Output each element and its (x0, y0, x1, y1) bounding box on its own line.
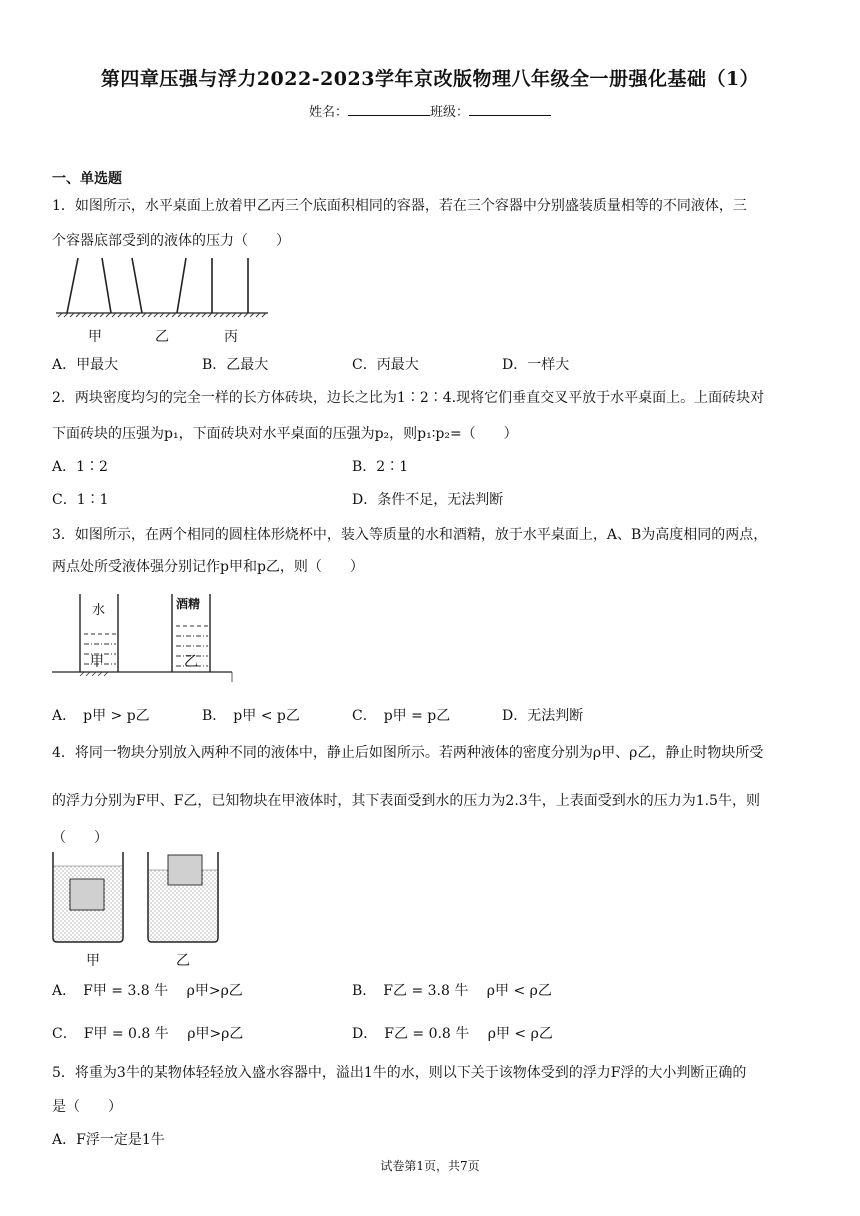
q3-fig-label-yi: 乙 (184, 654, 198, 670)
q3-option-c[interactable]: C． p甲 = p乙 (352, 708, 451, 724)
q5-line1: 5．将重为3牛的某物体轻轻放入盛水容器中，溢出1牛的水，则以下关于该物体受到的浮力F浮的大小判断正确的 (52, 1065, 747, 1081)
q2-line2: 下面砖块的压强为p₁，下面砖块对水平桌面的压强为p₂，则p₁∶p₂=（ ） (52, 426, 518, 442)
q2-line1: 2．两块密度均匀的完全一样的长方体砖块，边长之比为1∶2∶4.现将它们垂直交叉平放于水平桌面上。上面砖块对 (52, 390, 765, 406)
q4-fig-label-yi: 乙 (176, 953, 190, 969)
q3-line2: 两点处所受液体强分别记作p甲和p乙，则（ ） (52, 559, 364, 575)
q3-fig-label-water: 水 (92, 603, 106, 618)
q4-option-c[interactable]: C． F甲 = 0.8 牛 ρ甲>ρ乙 (52, 1026, 244, 1042)
page-footer: 试卷第1页，共7页 (380, 1159, 480, 1173)
q1-fig-label-bing: 丙 (224, 329, 238, 345)
q1-option-c[interactable]: C．丙最大 (352, 357, 419, 373)
q4-line2: 的浮力分别为F甲、F乙，已知物块在甲液体时，其下表面受到水的压力为2.3牛，上表面受到水的压力为1.5牛，则 (52, 793, 760, 809)
q1-option-d[interactable]: D．一样大 (502, 357, 570, 373)
q1-fig-label-yi: 乙 (155, 329, 169, 345)
block-jia (70, 879, 104, 910)
q3-option-b[interactable]: B． p甲 < p乙 (202, 708, 300, 724)
block-yi (168, 855, 202, 885)
q2-option-c[interactable]: C．1∶1 (52, 492, 109, 508)
q4-option-a[interactable]: A． F甲 = 3.8 牛 ρ甲>ρ乙 (52, 983, 243, 999)
q4-fig-label-jia: 甲 (86, 953, 100, 969)
q3-option-d[interactable]: D．无法判断 (502, 708, 584, 724)
page-title: 第四章压强与浮力2022-2023学年京改版物理八年级全一册强化基础（1） (100, 68, 760, 90)
student-info (0, 101, 860, 120)
q3-fig-label-jia: 甲 (90, 654, 104, 670)
q1-line2: 个容器底部受到的液体的压力（ ） (52, 233, 290, 249)
q4-line3: （ ） (52, 830, 108, 846)
q1-option-b[interactable]: B．乙最大 (202, 357, 269, 373)
q1-line1: 1．如图所示，水平桌面上放着甲乙丙三个底面积相同的容器，若在三个容器中分别盛装质量相等的不同液体，三 (52, 198, 747, 214)
container-jia-left-wall (67, 258, 78, 313)
class-blank[interactable] (469, 103, 551, 116)
q4-line1: 4．将同一物块分别放入两种不同的液体中，静止后如图所示。若两种液体的密度分别为ρ甲、ρ乙，静止时物块所受 (52, 745, 764, 761)
q4-option-d[interactable]: D． F乙 = 0.8 牛 ρ甲 < ρ乙 (352, 1026, 553, 1042)
section-heading: 一、单选题 (52, 171, 122, 187)
q4-option-b[interactable]: B． F乙 = 3.8 牛 ρ甲 < ρ乙 (352, 983, 552, 999)
q3-fig-label-alcohol: 酒精 (176, 597, 201, 611)
container-yi-right-wall (177, 258, 186, 313)
q5-option-a[interactable]: A．F浮一定是1牛 (52, 1132, 165, 1148)
q3-option-a[interactable]: A． p甲 > p乙 (52, 708, 150, 724)
name-blank[interactable] (348, 103, 430, 116)
q5-line2: 是（ ） (52, 1099, 122, 1115)
container-yi-left-wall (132, 258, 142, 313)
q1-option-a[interactable]: A．甲最大 (52, 357, 119, 373)
class-label: 班级： (430, 105, 470, 120)
q3-beakers-figure (50, 590, 240, 686)
q2-option-b[interactable]: B．2∶1 (352, 459, 409, 475)
name-label: 姓名： (308, 105, 348, 120)
container-jia-right-wall (102, 258, 111, 313)
q3-line1: 3．如图所示，在两个相同的圆柱体形烧杯中，装入等质量的水和酒精，放于水平桌面上，A、B为高度相同的两点， (52, 527, 768, 543)
q2-option-d[interactable]: D．条件不足，无法判断 (352, 492, 504, 508)
q2-option-a[interactable]: A．1∶2 (52, 459, 108, 475)
q4-floating-block-figure (50, 850, 222, 946)
q1-fig-label-jia: 甲 (88, 329, 102, 345)
